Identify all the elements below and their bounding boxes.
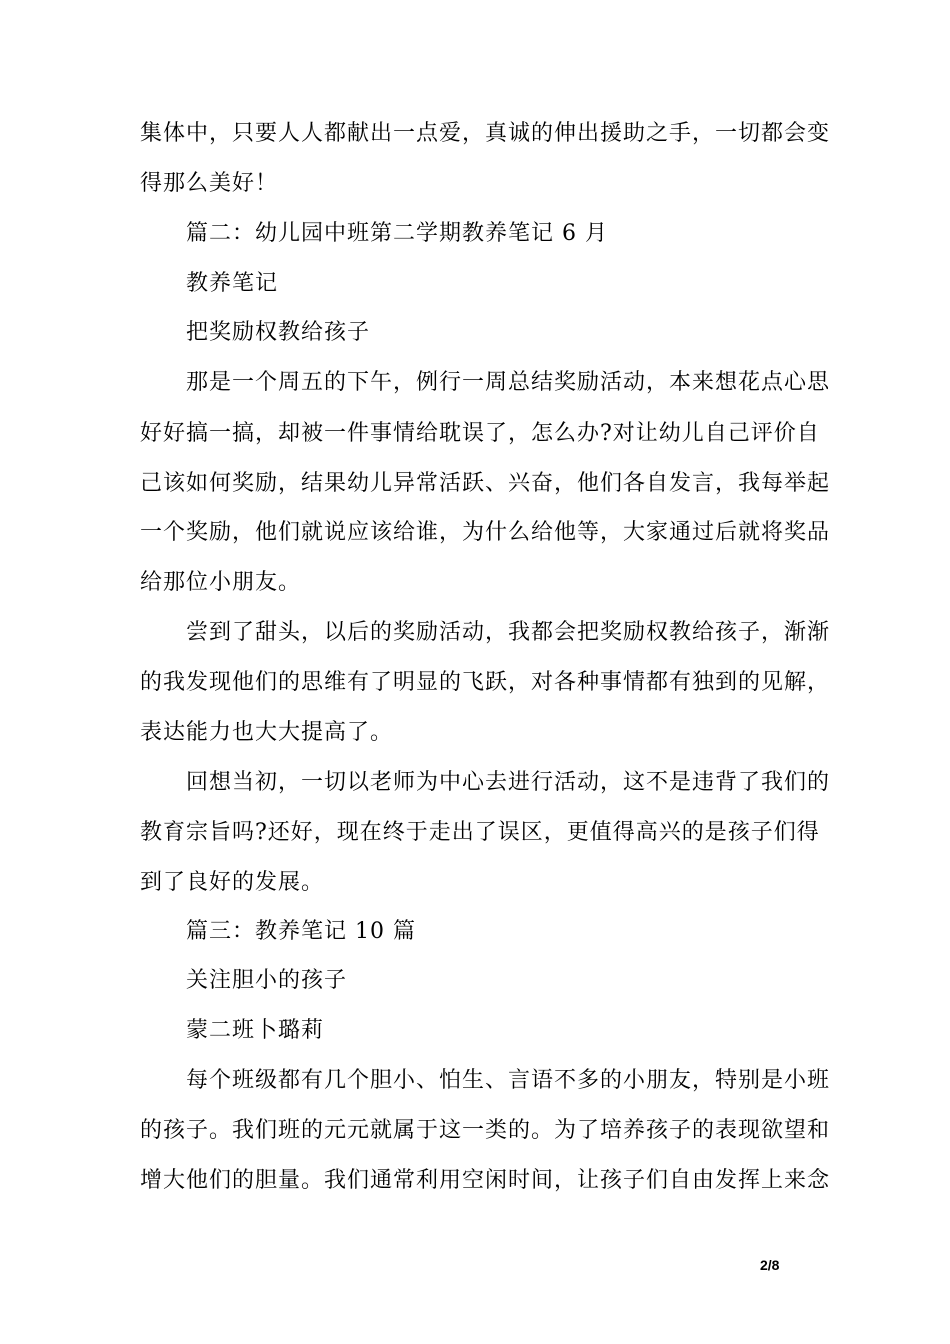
- paragraph-line: 教育宗旨吗?还好，现在终于走出了误区，更值得高兴的是孩子们得: [140, 820, 820, 845]
- paragraph-line: 每个班级都有几个胆小、怕生、言语不多的小朋友，特别是小班: [186, 1068, 831, 1093]
- section-heading: 篇三：教养笔记 10 篇: [186, 919, 416, 944]
- article-title: 把奖励权教给孩子: [186, 320, 371, 345]
- text-line: 集体中，只要人人都献出一点爱，真诚的伸出援助之手，一切都会变: [140, 121, 831, 146]
- paragraph-line: 回想当初，一切以老师为中心去进行活动，这不是违背了我们的: [186, 770, 831, 795]
- section-heading: 篇二：幼儿园中班第二学期教养笔记 6 月: [186, 221, 608, 246]
- paragraph-line: 己该如何奖励，结果幼儿异常活跃、兴奋，他们各自发言，我每举起: [140, 471, 831, 496]
- paragraph-line: 表达能力也大大提高了。: [140, 720, 394, 745]
- paragraph-line: 给那位小朋友。: [140, 570, 302, 595]
- paragraph-line: 一个奖励，他们就说应该给谁，为什么给他等，大家通过后就将奖品: [140, 520, 831, 545]
- paragraph-line: 增大他们的胆量。我们通常利用空闲时间，让孩子们自由发挥上来念: [140, 1168, 831, 1193]
- paragraph-line: 的我发现他们的思维有了明显的飞跃，对各种事情都有独到的见解，: [140, 670, 831, 695]
- author-line: 蒙二班卜璐莉: [186, 1018, 325, 1043]
- text-line: 得那么美好！: [140, 171, 279, 196]
- article-title: 关注胆小的孩子: [186, 968, 348, 993]
- paragraph-line: 到了良好的发展。: [140, 870, 325, 895]
- subheading: 教养笔记: [186, 271, 279, 296]
- paragraph-line: 好好搞一搞，却被一件事情给耽误了，怎么办?对让幼儿自己评价自: [140, 421, 820, 446]
- page-number: 2/8: [760, 1257, 780, 1273]
- paragraph-line: 那是一个周五的下午，例行一周总结奖励活动，本来想花点心思: [186, 370, 831, 395]
- paragraph-line: 的孩子。我们班的元元就属于这一类的。为了培养孩子的表现欲望和: [140, 1118, 831, 1143]
- paragraph-line: 尝到了甜头，以后的奖励活动，我都会把奖励权教给孩子，渐渐: [186, 620, 831, 645]
